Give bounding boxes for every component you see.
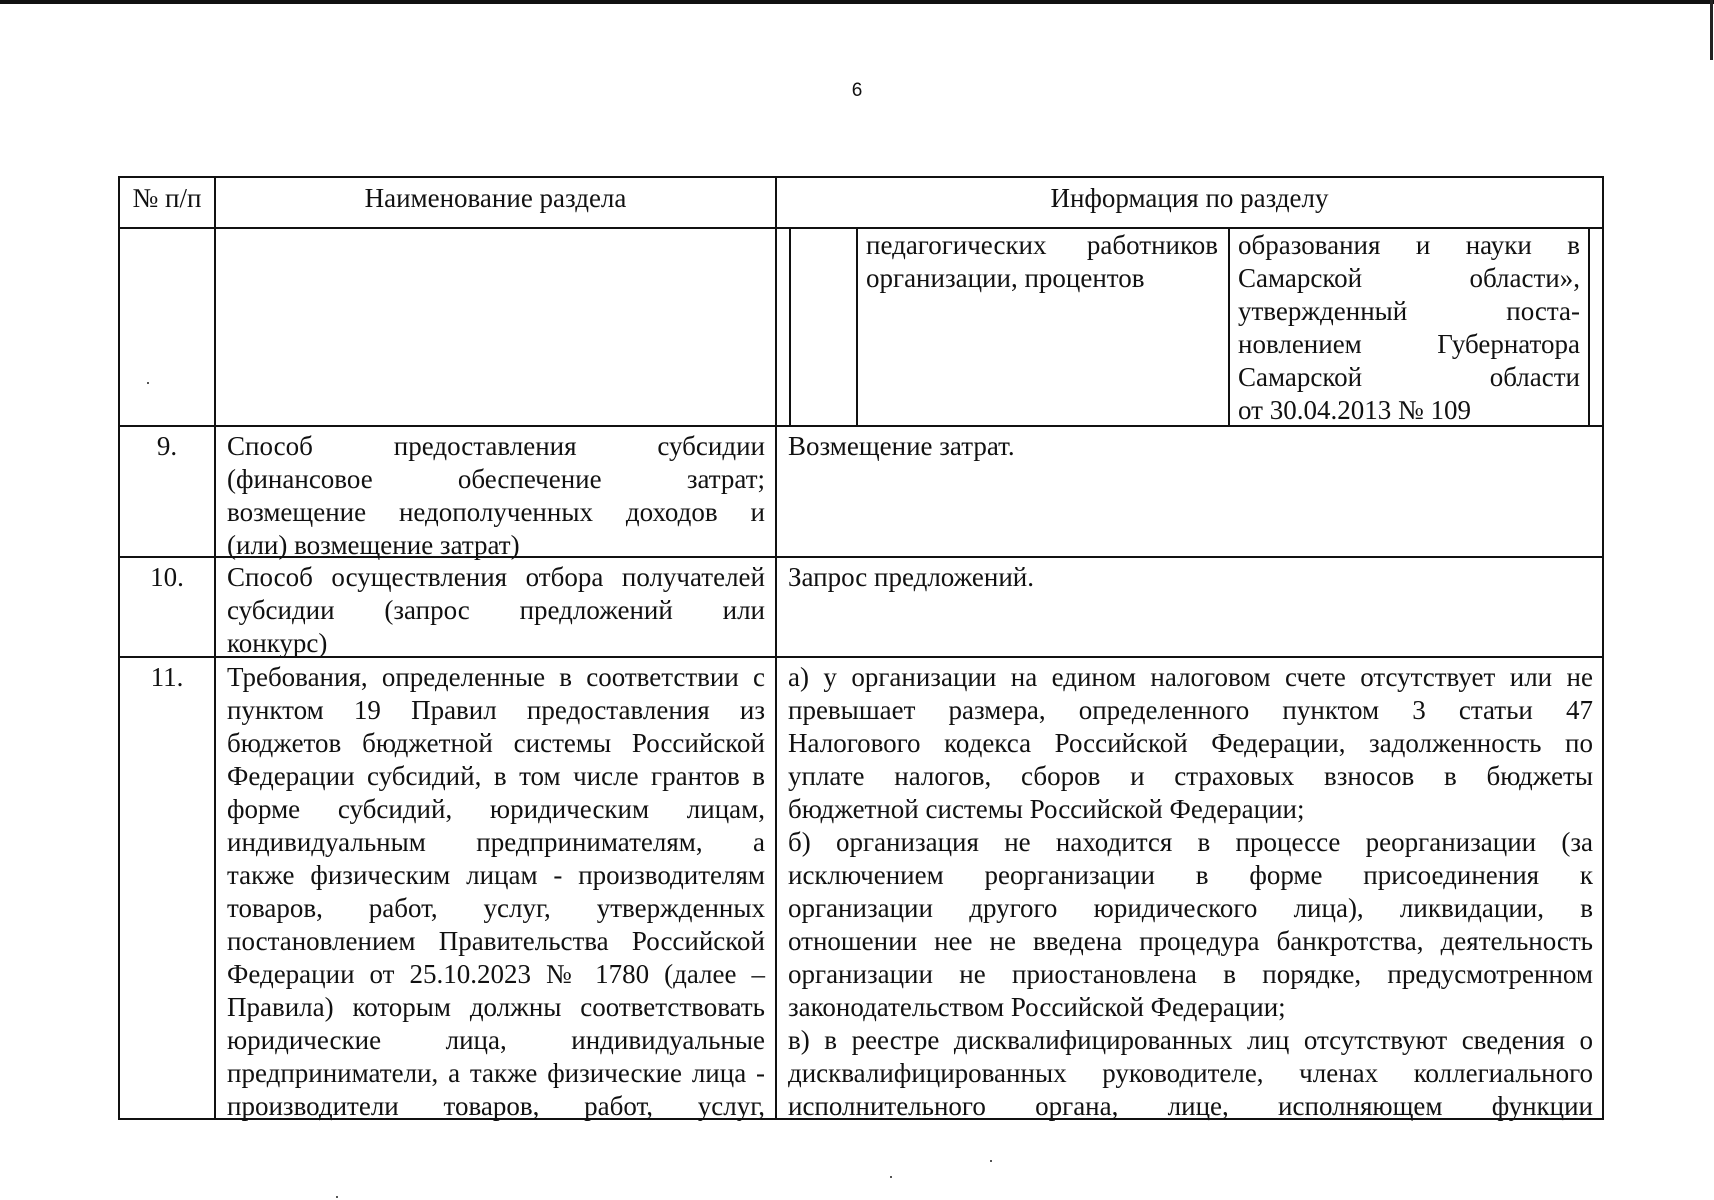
text-line: Самарской области»,	[1238, 263, 1580, 293]
text-line: в) в реестре дисквалифицированных лиц отсутствуют сведения о	[788, 1025, 1593, 1055]
text-line: организации не приостановлена в порядке, предусмотренном	[788, 959, 1593, 989]
section-name-cell	[227, 661, 765, 1123]
header-cell-section: Наименование раздела	[364, 183, 627, 213]
section-name-cell	[227, 561, 765, 660]
table-left-border	[118, 176, 120, 1120]
text-line: бюджетной системы Российской Федерации;	[788, 794, 1305, 824]
row-number: 11.	[150, 662, 184, 692]
text-line: исключением реорганизации в форме присоединения к	[788, 860, 1593, 890]
text-line: уплате налогов, сборов и страховых взносов в бюджеты	[788, 761, 1593, 791]
page-number: 6	[851, 80, 863, 101]
text-line: постановлением Правительства Российской	[227, 926, 765, 956]
text-line: новлением Губернатора	[1238, 329, 1580, 359]
text-line: исполнительного органа, лице, исполняющем функции	[788, 1091, 1593, 1121]
nested-column-divider	[856, 227, 858, 425]
text-line: Способ осуществления отбора получателей	[227, 562, 765, 592]
text-line: утвержденный поста-	[1238, 296, 1580, 326]
text-line: юридические лица, индивидуальные	[227, 1025, 765, 1055]
header-cell-info: Информация по разделу	[1050, 183, 1329, 213]
text-line: индивидуальным предпринимателям, а	[227, 827, 765, 857]
nested-indicator-cell	[866, 229, 1218, 295]
table-right-border	[1602, 176, 1604, 1120]
text-line: пунктом 19 Правил предоставления из	[227, 695, 765, 725]
text-line: (финансовое обеспечение затрат;	[227, 464, 765, 494]
section-info-cell: Запрос предложений.	[788, 562, 1035, 592]
text-line: конкурс)	[227, 628, 328, 658]
text-line: организации другого юридического лица), ликвидации, в	[788, 893, 1593, 923]
nested-table-left-border	[789, 227, 791, 425]
text-line: также физическим лицам - производителям	[227, 860, 765, 890]
column-divider	[214, 176, 216, 1120]
text-line: (или) возмещение затрат)	[227, 530, 520, 560]
text-line: возмещение недополученных доходов и	[227, 497, 765, 527]
scan-speck	[890, 1176, 892, 1178]
nested-basis-cell	[1238, 229, 1580, 427]
text-line: педагогических работников	[866, 230, 1218, 260]
text-line: Требования, определенные в соответствии с	[227, 662, 765, 692]
text-line: б) организация не находится в процессе реорганизации (за	[788, 827, 1593, 857]
text-line: Правила) которым должны соответствовать	[227, 992, 765, 1022]
scan-speck	[336, 1196, 338, 1198]
text-line: Федерации от 25.10.2023 № 1780 (далее –	[227, 959, 765, 989]
text-line: образования и науки в	[1238, 230, 1580, 260]
text-line: Самарской области	[1238, 362, 1580, 392]
section-info-cell	[788, 661, 1593, 1123]
nested-table-right-border	[1588, 227, 1590, 425]
section-name-cell	[227, 430, 765, 562]
text-line: дисквалифицированных руководителе, членах коллегиального	[788, 1058, 1593, 1088]
scan-speck	[990, 1160, 992, 1162]
text-line: отношении нее не введена процедура банкротства, деятельность	[788, 926, 1593, 956]
scan-speck	[147, 382, 149, 384]
text-line: товаров, работ, услуг, утвержденных	[227, 893, 765, 923]
text-line: а) у организации на едином налоговом счете отсутствует или не	[788, 662, 1593, 692]
column-divider	[775, 176, 777, 1120]
row-number: 9.	[156, 431, 178, 461]
table-top-border	[118, 176, 1604, 178]
text-line: превышает размера, определенного пунктом 3 статьи 47	[788, 695, 1593, 725]
text-line: субсидии (запрос предложений или	[227, 595, 765, 625]
text-line: бюджетов бюджетной системы Российской	[227, 728, 765, 758]
text-line: Налогового кодекса Российской Федерации, задолженность по	[788, 728, 1593, 758]
section-info-cell: Возмещение затрат.	[788, 431, 1015, 461]
scan-right-edge	[1710, 0, 1713, 60]
text-line: предприниматели, а также физические лица -	[227, 1058, 765, 1088]
text-line: форме субсидий, юридическим лицам,	[227, 794, 765, 824]
text-line: организации, процентов	[866, 263, 1145, 293]
row-number: 10.	[150, 562, 184, 592]
text-line: производители товаров, работ, услуг,	[227, 1091, 765, 1121]
text-line: законодательством Российской Федерации;	[788, 992, 1286, 1022]
text-line: Способ предоставления субсидии	[227, 431, 765, 461]
text-line: от 30.04.2013 № 109	[1238, 395, 1471, 425]
scan-top-edge	[0, 0, 1714, 4]
nested-column-divider	[1228, 227, 1230, 425]
header-cell-num: № п/п	[132, 183, 202, 213]
text-line: Федерации субсидий, в том числе грантов в	[227, 761, 765, 791]
